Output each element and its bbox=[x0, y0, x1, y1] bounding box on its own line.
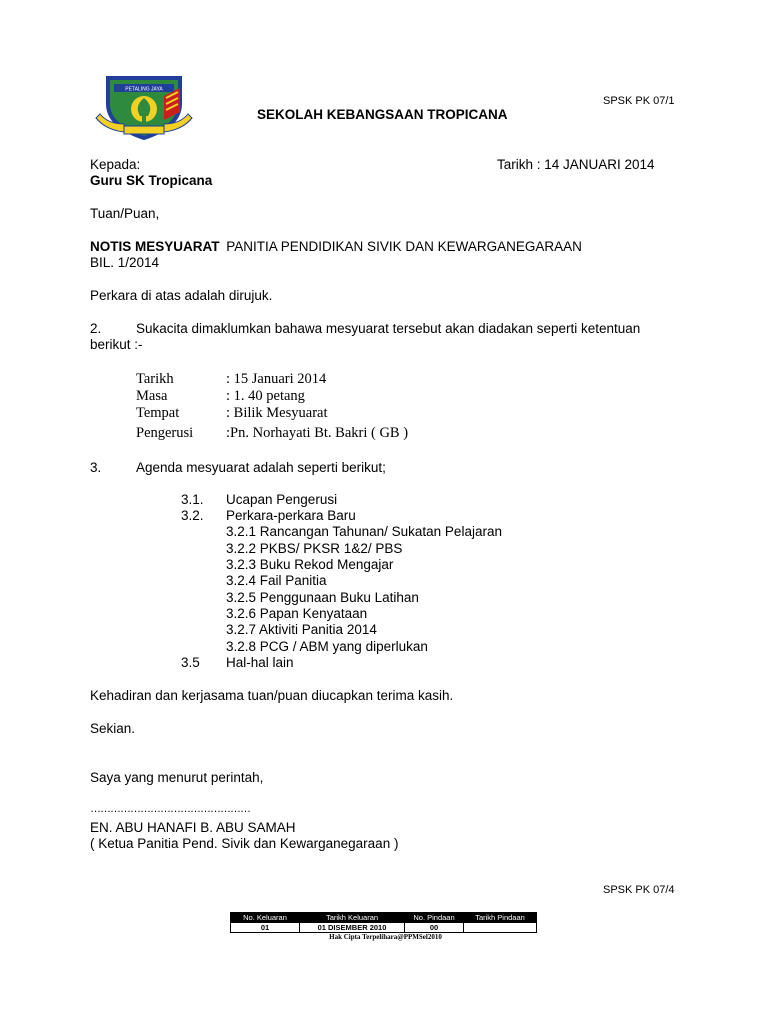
letter-date: Tarikh : 14 JANUARI 2014 bbox=[497, 157, 655, 172]
table-header: No. Keluaran bbox=[231, 913, 300, 923]
detail-value: : 15 Januari 2014 bbox=[226, 371, 327, 387]
agenda-item: Perkara-perkara Baru bbox=[226, 508, 356, 523]
closing-perintah: Saya yang menurut perintah, bbox=[90, 770, 264, 785]
agenda-item: Hal-hal lain bbox=[226, 655, 294, 670]
agenda-number: 3.5 bbox=[181, 655, 200, 670]
table-header: Tarikh Pindaan bbox=[464, 913, 537, 923]
closing-thanks: Kehadiran dan kerjasama tuan/puan diucapkan terima kasih. bbox=[90, 688, 454, 703]
ref-code-bottom: SPSK PK 07/4 bbox=[603, 884, 675, 896]
subject-line bbox=[90, 239, 582, 255]
copyright-notice: Hak Cipta Terpelihara@PPMSel2010 bbox=[329, 933, 442, 941]
paragraph-2-line-1: Sukacita dimaklumkan bahawa mesyuarat tersebut akan diadakan seperti ketentuan bbox=[136, 321, 641, 336]
document-control-table bbox=[230, 912, 537, 933]
subagenda-item: 3.2.2 PKBS/ PKSR 1&2/ PBS bbox=[226, 541, 403, 556]
paragraph-3-text: Agenda mesyuarat adalah seperti berikut; bbox=[136, 460, 386, 475]
subagenda-item: 3.2.7 Aktiviti Panitia 2014 bbox=[226, 622, 377, 637]
detail-value: :Pn. Norhayati Bt. Bakri ( GB ) bbox=[226, 425, 409, 441]
table-cell: 00 bbox=[405, 923, 464, 933]
subject-bil: BIL. 1/2014 bbox=[90, 255, 160, 270]
subagenda-item: 3.2.1 Rancangan Tahunan/ Sukatan Pelajaran bbox=[226, 524, 502, 539]
paragraph-2-number: 2. bbox=[90, 321, 102, 336]
table-cell bbox=[464, 923, 537, 933]
subagenda-item: 3.2.3 Buku Rekod Mengajar bbox=[226, 557, 394, 572]
signatory-name: EN. ABU HANAFI B. ABU SAMAH bbox=[90, 820, 296, 835]
paragraph-1: Perkara di atas adalah dirujuk. bbox=[90, 288, 273, 303]
subject-rest: PANITIA PENDIDIKAN SIVIK DAN KEWARGANEGARAAN bbox=[226, 239, 582, 254]
recipient-name: Guru SK Tropicana bbox=[90, 173, 213, 188]
detail-value: : Bilik Mesyuarat bbox=[226, 405, 328, 421]
subject-bold: NOTIS MESYUARAT bbox=[90, 239, 220, 254]
agenda-number: 3.1. bbox=[181, 492, 204, 507]
table-header: Tarikh Keluaran bbox=[300, 913, 405, 923]
detail-label: Pengerusi bbox=[136, 425, 194, 441]
signature-line: ………………………………………… bbox=[90, 803, 250, 815]
closing-sekian: Sekian. bbox=[90, 721, 136, 736]
signatory-title: ( Ketua Panitia Pend. Sivik dan Kewarganegaraan ) bbox=[90, 836, 399, 851]
detail-label: Masa bbox=[136, 388, 168, 404]
recipient-label: Kepada: bbox=[90, 157, 141, 172]
ref-code-top: SPSK PK 07/1 bbox=[603, 95, 675, 107]
svg-text:PETALING JAYA: PETALING JAYA bbox=[125, 86, 163, 93]
agenda-number: 3.2. bbox=[181, 508, 204, 523]
detail-value: : 1. 40 petang bbox=[226, 388, 305, 404]
detail-label: Tarikh bbox=[136, 371, 174, 387]
agenda-item: Ucapan Pengerusi bbox=[226, 492, 338, 507]
table-header: No. Pindaan bbox=[405, 913, 464, 923]
subagenda-item: 3.2.4 Fail Panitia bbox=[226, 573, 327, 588]
table-cell: 01 DISEMBER 2010 bbox=[300, 923, 405, 933]
school-crest-logo bbox=[94, 74, 194, 144]
paragraph-2-line-2: berikut :- bbox=[90, 337, 143, 352]
subagenda-item: 3.2.8 PCG / ABM yang diperlukan bbox=[226, 639, 428, 654]
subagenda-item: 3.2.6 Papan Kenyataan bbox=[226, 606, 368, 621]
salutation: Tuan/Puan, bbox=[90, 206, 160, 221]
detail-label: Tempat bbox=[136, 405, 180, 421]
paragraph-3-number: 3. bbox=[90, 460, 102, 475]
table-cell: 01 bbox=[231, 923, 300, 933]
subagenda-item: 3.2.5 Penggunaan Buku Latihan bbox=[226, 590, 419, 605]
school-name: SEKOLAH KEBANGSAAN TROPICANA bbox=[257, 107, 508, 122]
